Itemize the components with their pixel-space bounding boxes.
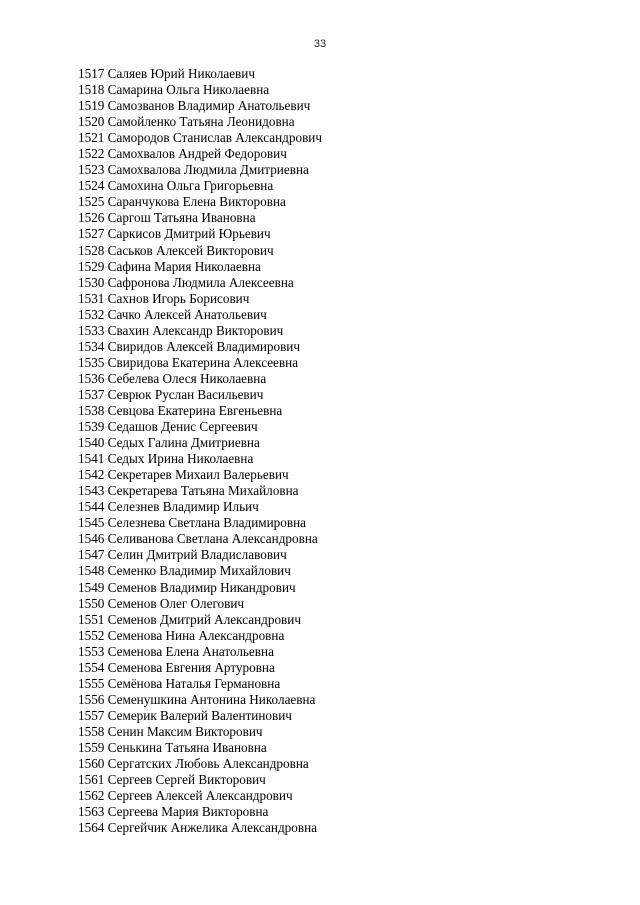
list-item: 1537 Севрюк Руслан Васильевич xyxy=(78,386,264,402)
list-item: 1543 Секретарева Татьяна Михайловна xyxy=(78,483,299,499)
list-item: 1555 Семёнова Наталья Германовна xyxy=(78,675,281,691)
list-item: 1540 Седых Галина Дмитриевна xyxy=(78,435,260,451)
list-item: 1556 Семенушкина Антонина Николаевна xyxy=(78,691,316,707)
list-item: 1542 Секретарев Михаил Валерьевич xyxy=(78,467,289,483)
list-item: 1535 Свиридова Екатерина Алексеевна xyxy=(78,354,299,370)
list-item: 1533 Свахин Александр Викторович xyxy=(78,322,284,338)
list-item: 1524 Самохина Ольга Григорьевна xyxy=(78,178,274,194)
list-item: 1564 Сергейчик Анжелика Александровна xyxy=(78,820,317,836)
list-item: 1550 Семенов Олег Олегович xyxy=(78,595,245,611)
list-item: 1560 Сергатских Любовь Александровна xyxy=(78,756,309,772)
list-item: 1522 Самохвалов Андрей Федорович xyxy=(78,146,287,162)
list-item: 1521 Самородов Станислав Александрович xyxy=(78,130,322,146)
list-item: 1529 Сафина Мария Николаевна xyxy=(78,258,261,274)
list-item: 1541 Седых Ирина Николаевна xyxy=(78,451,254,467)
list-item: 1534 Свиридов Алексей Владимирович xyxy=(78,338,300,354)
list-item: 1518 Самарина Ольга Николаевна xyxy=(78,82,270,98)
list-item: 1538 Севцова Екатерина Евгеньевна xyxy=(78,402,283,418)
list-item: 1525 Саранчукова Елена Викторовна xyxy=(78,194,286,210)
list-item: 1554 Семенова Евгения Артуровна xyxy=(78,659,275,675)
page-number: 33 xyxy=(313,38,327,50)
list-item: 1548 Семенко Владимир Михайлович xyxy=(78,563,291,579)
list-item: 1559 Сенькина Татьяна Ивановна xyxy=(78,739,267,755)
list-item: 1531 Сахнов Игорь Борисович xyxy=(78,290,250,306)
list-item: 1552 Семенова Нина Александровна xyxy=(78,627,285,643)
list-item: 1523 Самохвалова Людмила Дмитриевна xyxy=(78,162,309,178)
list-item: 1527 Саркисов Дмитрий Юрьевич xyxy=(78,226,271,242)
list-item: 1530 Сафронова Людмила Алексеевна xyxy=(78,274,294,290)
list-item: 1532 Сачко Алексей Анатольевич xyxy=(78,306,267,322)
list-item: 1520 Самойленко Татьяна Леонидовна xyxy=(78,114,295,130)
list-item: 1549 Семенов Владимир Никандрович xyxy=(78,579,296,595)
list-item: 1517 Саляев Юрий Николаевич xyxy=(78,66,255,81)
list-item: 1557 Семерик Валерий Валентинович xyxy=(78,707,292,723)
list-item: 1539 Седашов Денис Сергеевич xyxy=(78,419,258,435)
list-item: 1536 Себелева Олеся Николаевна xyxy=(78,370,267,386)
list-item: 1519 Самозванов Владимир Анатольевич xyxy=(78,98,311,114)
list-item: 1558 Сенин Максим Викторович xyxy=(78,723,263,739)
name-list xyxy=(78,66,322,836)
list-item: 1551 Семенов Дмитрий Александрович xyxy=(78,611,301,627)
list-item: 1544 Селезнев Владимир Ильич xyxy=(78,499,259,515)
list-item: 1545 Селезнева Светлана Владимировна xyxy=(78,515,306,531)
list-item: 1553 Семенова Елена Анатольевна xyxy=(78,643,274,659)
list-item: 1562 Сергеев Алексей Александрович xyxy=(78,788,293,804)
list-item: 1528 Саськов Алексей Викторович xyxy=(78,242,274,258)
list-item: 1563 Сергеева Мария Викторовна xyxy=(78,804,269,820)
list-item: 1526 Саргош Татьяна Ивановна xyxy=(78,210,256,226)
list-item: 1546 Селиванова Светлана Александровна xyxy=(78,531,318,547)
list-item: 1547 Селин Дмитрий Владиславович xyxy=(78,547,287,563)
list-item: 1561 Сергеев Сергей Викторович xyxy=(78,772,266,788)
